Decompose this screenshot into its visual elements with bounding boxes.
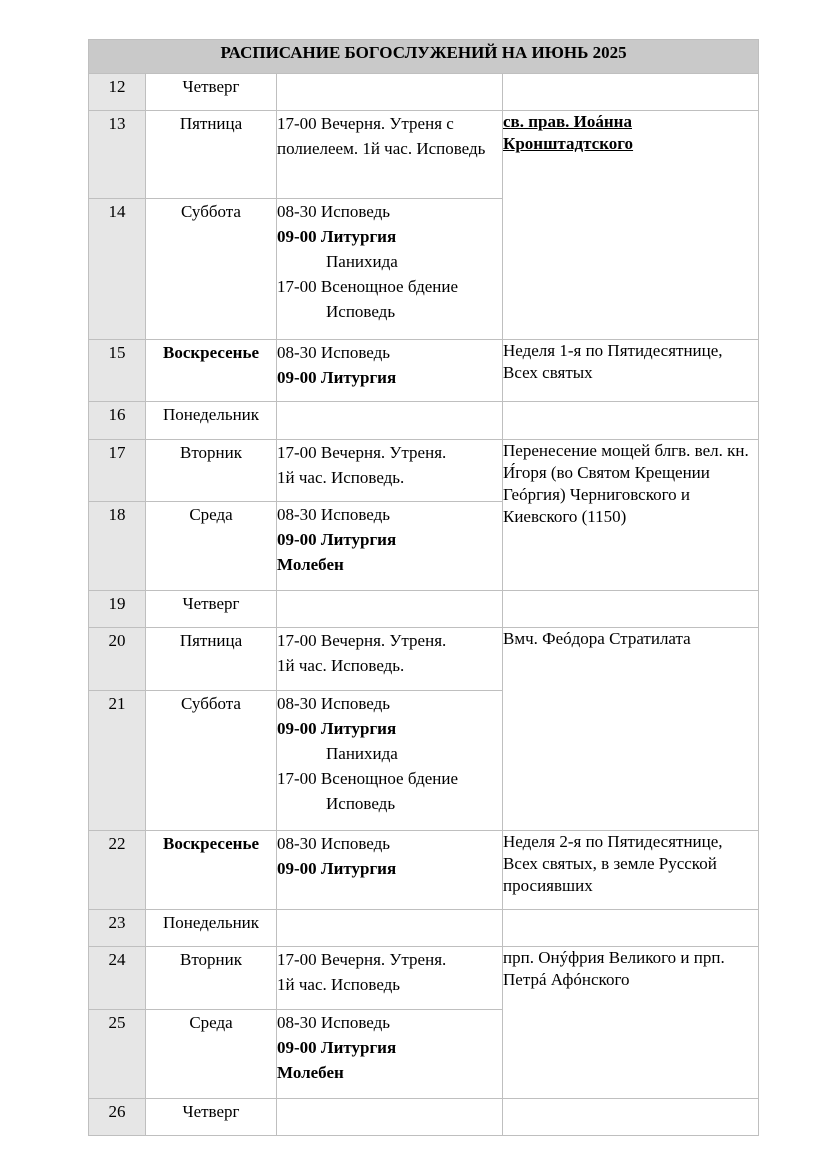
date-number: 25 xyxy=(89,1010,146,1099)
feast-note: Вмч. Феóдора Стратилата xyxy=(503,628,759,831)
date-number: 24 xyxy=(89,947,146,1010)
service-line: Молебен xyxy=(277,555,344,574)
weekday: Пятница xyxy=(146,111,277,199)
service-line: 09-00 Литургия xyxy=(277,859,397,878)
feast-note xyxy=(503,402,759,440)
service-line: 17-00 Вечерня. Утреня. xyxy=(277,950,447,969)
weekday: Вторник xyxy=(146,947,277,1010)
service-line: 17-00 Всенощное бдение xyxy=(277,277,458,296)
table-row xyxy=(89,910,759,947)
service-line: Исповедь xyxy=(326,794,396,813)
feast-note: Неделя 1-я по Пятидесятнице, Всех святых xyxy=(503,340,759,402)
weekday: Понедельник xyxy=(146,402,277,440)
services-cell xyxy=(277,947,503,1010)
date-number: 23 xyxy=(89,910,146,947)
table-row xyxy=(89,947,759,1010)
services-cell xyxy=(277,440,503,502)
date-number: 22 xyxy=(89,831,146,910)
schedule-table xyxy=(88,39,759,1136)
table-row xyxy=(89,402,759,440)
services-cell xyxy=(277,691,503,831)
weekday: Суббота xyxy=(146,199,277,340)
date-number: 21 xyxy=(89,691,146,831)
date-number: 12 xyxy=(89,74,146,111)
table-row xyxy=(89,831,759,910)
service-line: Панихида xyxy=(326,252,398,271)
services-cell xyxy=(277,74,503,111)
service-line: Панихида xyxy=(326,744,398,763)
weekday: Воскресенье xyxy=(146,831,277,910)
date-number: 16 xyxy=(89,402,146,440)
service-line: 1й час. Исповедь. xyxy=(277,656,405,675)
date-number: 17 xyxy=(89,440,146,502)
services-cell xyxy=(277,502,503,591)
date-number: 15 xyxy=(89,340,146,402)
service-line: 09-00 Литургия xyxy=(277,1038,397,1057)
service-line: 17-00 Вечерня. Утреня с полиелеем. 1й час. Исповедь xyxy=(277,114,486,158)
table-row xyxy=(89,628,759,691)
service-line: 17-00 Вечерня. Утреня. xyxy=(277,631,447,650)
weekday: Пятница xyxy=(146,628,277,691)
services-cell xyxy=(277,111,503,199)
services-cell xyxy=(277,831,503,910)
weekday: Суббота xyxy=(146,691,277,831)
service-line: 08-30 Исповедь xyxy=(277,343,390,362)
date-number: 26 xyxy=(89,1099,146,1136)
services-cell xyxy=(277,1010,503,1099)
weekday: Четверг xyxy=(146,1099,277,1136)
table-row xyxy=(89,440,759,502)
weekday: Четверг xyxy=(146,591,277,628)
weekday: Воскресенье xyxy=(146,340,277,402)
table-row xyxy=(89,111,759,199)
weekday: Вторник xyxy=(146,440,277,502)
date-number: 20 xyxy=(89,628,146,691)
service-line: 09-00 Литургия xyxy=(277,719,397,738)
services-cell xyxy=(277,628,503,691)
services-cell xyxy=(277,591,503,628)
date-number: 13 xyxy=(89,111,146,199)
feast-note xyxy=(503,591,759,628)
service-line: 09-00 Литургия xyxy=(277,227,397,246)
service-line: 09-00 Литургия xyxy=(277,368,397,387)
service-line: 1й час. Исповедь xyxy=(277,975,401,994)
service-line: 17-00 Всенощное бдение xyxy=(277,769,458,788)
service-line: 17-00 Вечерня. Утреня. xyxy=(277,443,447,462)
services-cell xyxy=(277,340,503,402)
service-line: 1й час. Исповедь. xyxy=(277,468,405,487)
feast-note xyxy=(503,910,759,947)
date-number: 14 xyxy=(89,199,146,340)
service-line: 08-30 Исповедь xyxy=(277,694,390,713)
date-number: 18 xyxy=(89,502,146,591)
feast-note xyxy=(503,74,759,111)
services-cell xyxy=(277,910,503,947)
service-line: 09-00 Литургия xyxy=(277,530,397,549)
feast-note: Перенесение мощей блгв. вел. кн. И́горя (во Святом Крещении Геóргия) Черниговского и Киевского (1150) xyxy=(503,440,759,591)
weekday: Среда xyxy=(146,502,277,591)
feast-note: св. прав. Иоáнна Кронштадтского xyxy=(503,111,759,340)
service-line: 08-30 Исповедь xyxy=(277,505,390,524)
weekday: Четверг xyxy=(146,74,277,111)
page-title: РАСПИСАНИЕ БОГОСЛУЖЕНИЙ НА ИЮНЬ 2025 xyxy=(89,40,759,74)
service-line: 08-30 Исповедь xyxy=(277,202,390,221)
date-number: 19 xyxy=(89,591,146,628)
weekday: Понедельник xyxy=(146,910,277,947)
table-row xyxy=(89,340,759,402)
weekday: Среда xyxy=(146,1010,277,1099)
table-row xyxy=(89,591,759,628)
feast-note xyxy=(503,1099,759,1136)
feast-note: прп. Онýфрия Великого и прп. Петрá Афóнского xyxy=(503,947,759,1099)
services-cell xyxy=(277,199,503,340)
service-line: 08-30 Исповедь xyxy=(277,834,390,853)
services-cell xyxy=(277,402,503,440)
services-cell xyxy=(277,1099,503,1136)
service-line: Молебен xyxy=(277,1063,344,1082)
table-row xyxy=(89,74,759,111)
feast-note: Неделя 2-я по Пятидесятнице, Всех святых, в земле Русской просиявших xyxy=(503,831,759,910)
table-row xyxy=(89,1099,759,1136)
service-line: 08-30 Исповедь xyxy=(277,1013,390,1032)
service-line: Исповедь xyxy=(326,302,396,321)
